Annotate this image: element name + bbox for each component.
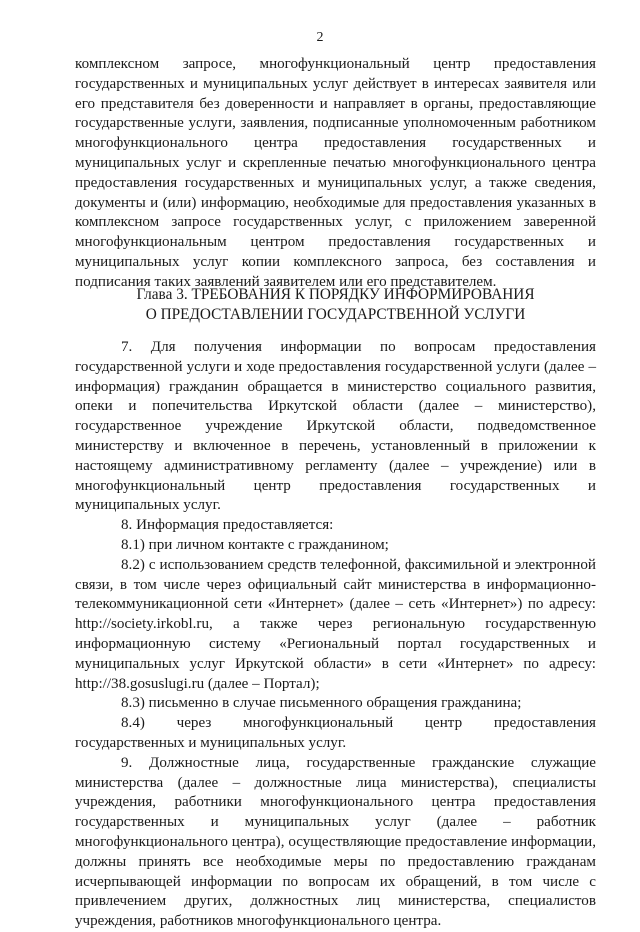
body-paragraphs	[75, 338, 596, 932]
paragraph-9: 9. Должностные лица, государственные гражданские служащие министерства (далее – должностные лица министерства), специалисты учреждения, работники многофункционального центра предоставления государственных и муниципальных услуг (далее – работник многофункционального центра), осуществляющие предоставление информации, должны принять все необходимые меры по предоставлению гражданам исчерпывающей информации по вопросам их обращений, в том числе с привлечением других, должностных лиц министерства, специалистов учреждения, работников многофункционального центра.	[75, 754, 596, 930]
paragraph-7: 7. Для получения информации по вопросам предоставления государственной услуги и ходе предоставления государственной услуги (далее – информация) гражданин обращается в министерство социального развития, опеки и попечительства Иркутской области (далее – министерство), государственное учреждение Иркутской области, подведомственное министерству и включенное в перечень, установленный в приложении к настоящему административному регламенту (далее – учреждение) или в многофункциональный центр предоставления государственных и муниципальных услуг.	[75, 339, 596, 514]
paragraph-8-3: 8.3) письменно в случае письменного обращения гражданина;	[121, 695, 522, 712]
intro-paragraph-block	[75, 55, 596, 293]
paragraph-8: 8. Информация предоставляется:	[121, 517, 334, 534]
chapter-heading-line-2: О ПРЕДОСТАВЛЕНИИ ГОСУДАРСТВЕННОЙ УСЛУГИ	[145, 305, 526, 323]
intro-paragraph: комплексном запросе, многофункциональный центр предоставления государственных и муниципальных услуг действует в интересах заявителя или его представителя без доверенности и направляет в органы, предоставляющие государственные услуги, заявления, подписанные уполномоченным работником многофункционального центра предоставления государственных и муниципальных услуг и скрепленные печатью многофункционального центра предоставления государственных и муниципальных услуг, а также сведения, документы и (или) информацию, необходимые для предоставления указанных в комплексном запросе государственных услуг, с приложением заверенной многофункциональным центром предоставления государственных и муниципальных услуг копии комплексного запроса, без составления и подписания таких заявлений заявителем или его представителем.	[75, 56, 596, 290]
paragraph-8-2: 8.2) с использованием средств телефонной, факсимильной и электронной связи, в том числе через официальный сайт министерства в информационно-телекоммуникационной сети «Интернет» (далее – сеть «Интернет») по адресу: http://society.irkobl.ru, а также через региональную государственную информационную систему «Региональный портал государственных и муниципальных услуг Иркутской области» в сети «Интернет» по адресу: http://38.gosuslugi.ru (далее – Портал);	[75, 556, 596, 692]
paragraph-8-4: 8.4) через многофункциональный центр предоставления государственных и муниципальных услуг.	[75, 715, 596, 751]
chapter-heading-line-1: Глава 3. ТРЕБОВАНИЯ К ПОРЯДКУ ИНФОРМИРОВАНИЯ	[136, 286, 535, 303]
page-number: 2	[316, 30, 324, 45]
chapter-heading	[75, 285, 596, 324]
paragraph-8-1: 8.1) при личном контакте с гражданином;	[121, 536, 389, 553]
